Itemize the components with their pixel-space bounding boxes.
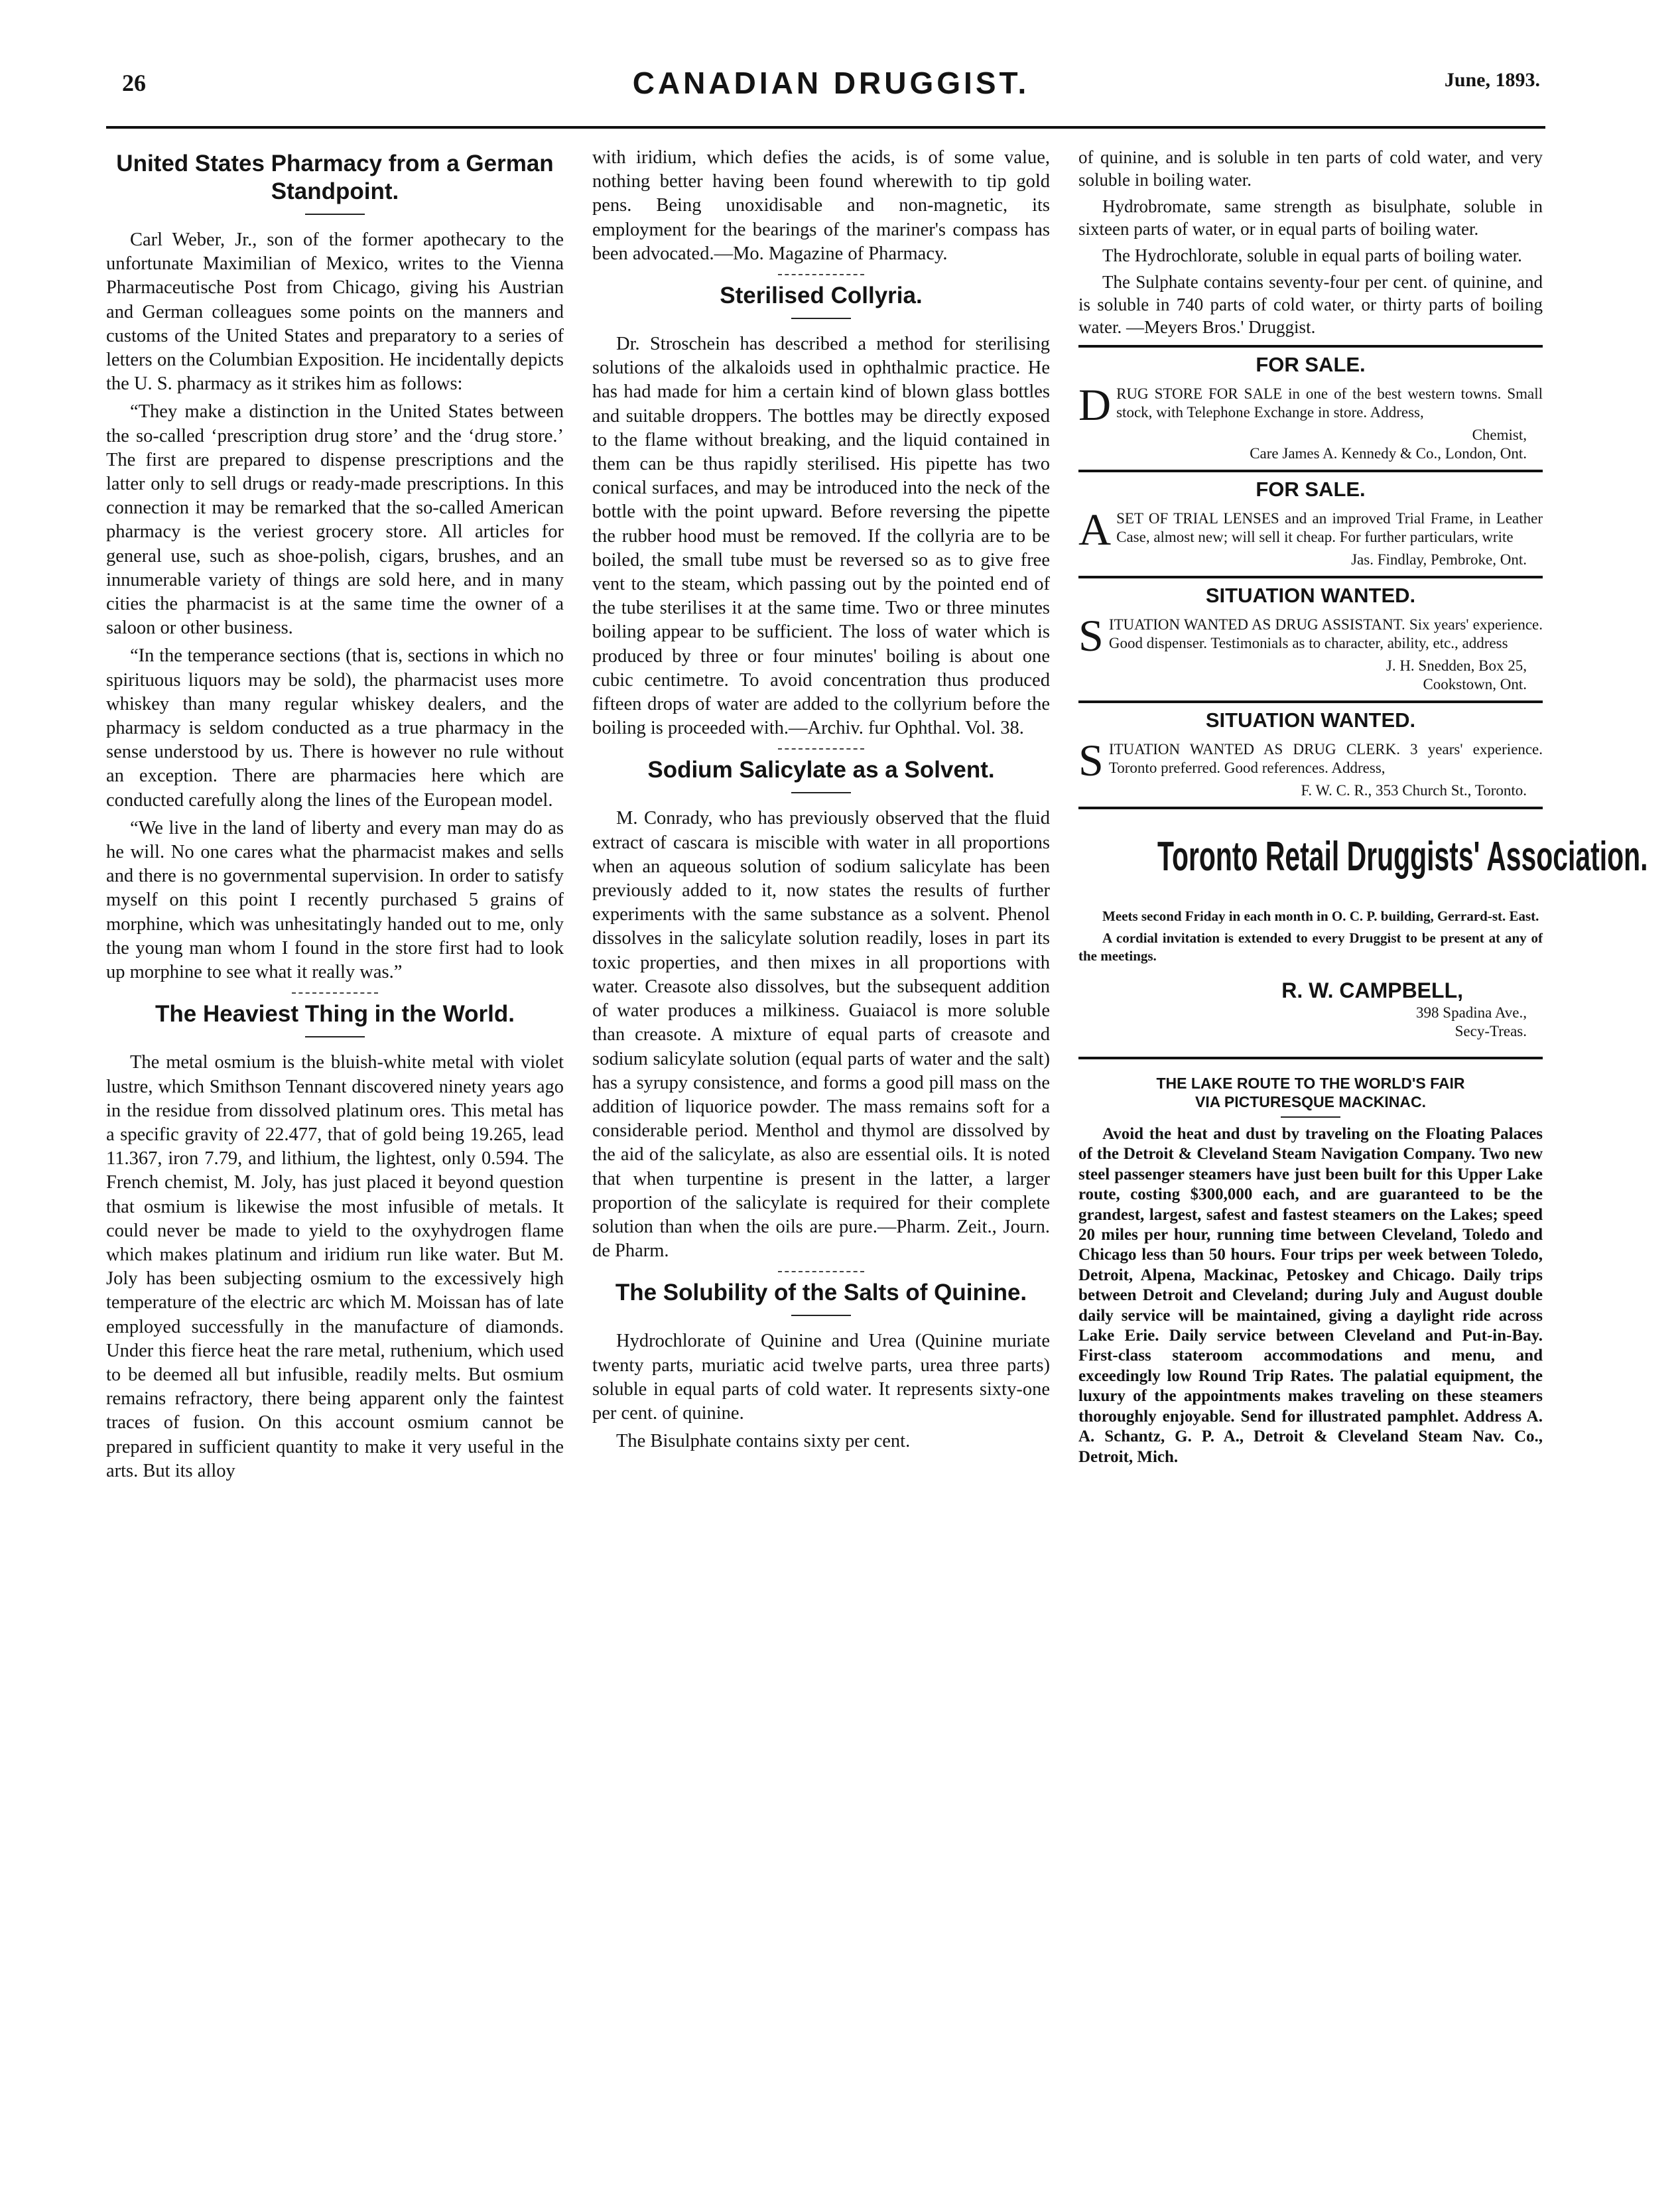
ad-rule [1078,345,1543,348]
ad-rule [1078,807,1543,809]
ad-signature: Cookstown, Ont. [1423,676,1527,693]
ad-body: Avoid the heat and dust by traveling on the Floating Palaces of the Detroit & Cleveland Steam Navigation Company. Two new steel passenger steamers have just been built for this Upper Lake route, costing $300,000 each, and are guaranteed to be the grandest, largest, safest and fastest steamers on the Lakes; speed 20 miles per hour, running time between Cleveland, Toledo and Chicago less than 50 hours. Four trips per week between Toledo, Detroit, Alpena, Mackinac, Petoskey and Chicago. Daily trips between Detroit and Cleveland; during July and August double daily service will be maintained, giving a daylight ride across Lake Erie. Daily service between Cleveland and Put-in-Bay. First-class stateroom accommodations and menu, and exceedingly low Round Trip Rates. The palatial equipment, the luxury of the appointments makes traveling on these steamers thoroughly enjoyable. Send for illustrated pamphlet. Address A. A. Schantz, G. P. A., Detroit & Cleveland Steam Nav. Co., Detroit, Mich. [1078,1125,1543,1466]
ad-signature: J. H. Snedden, Box 25, [1386,657,1527,674]
article-title-heaviest-thing: The Heaviest Thing in the World. [155,1001,515,1028]
ad-rule [1078,700,1543,703]
ad-officer: R. W. CAMPBELL, [1281,978,1463,1002]
paragraph: Dr. Stroschein has described a method for sterilising solutions of the alkaloids used in ophthalmic practice. He has had made for him a certain kind of blown glass bottles and suitable droppers. The bottles may be directly exposed to the flame without breaking, and the liquid contained in them can be thus rapidly sterilised. His pipette has two conical surfaces, and may be introduced into the neck of the bottle with the point upward. Before reversing the pipette the rubber hood must be removed. If the collyria are to be boiled, the small tube must be reversed so as to give free vent to the steam, which passing out by the pointed end of the tube sterilises it at the same time. Two or three minutes boiling appear to be sufficient. The loss of water which is produced by three or four minutes' boiling is about one cubic centimetre. To avoid concentration thus produced fifteen drops of water are added to the collyrium before the boiling is proceeded with.—Archiv. fur Ophthal. Vol. 38. [592,334,1050,739]
paragraph: M. Conrady, who has previously observed that the fluid extract of cascara is miscible with water in all proportions when an aqueous solution of sodium salicylate has been previously added to it, now states the results of further experiments with the same substance as a solvent. Phenol dissolves in the salicylate solution readily, loses in part its toxic properties, and then mixes in all proportions with water. Creasote also dissolves, but the subsequent addition of water produces a milkiness. Guaiacol is more soluble than creasote. A mixture of equal parts of creasote and sodium salicylate solution (equal parts of water and the salt) has a syrupy consistence, and forms a good pill mass on the addition of liquorice powder. The mass remains soft for a considerable period. Menthol and thymol are dissolved by the aid of the salicylate, as also are essential oils. It is noted that when turpentine is present in the latter, a larger proportion of the salicylate is required for their complete solution than when the oils are pure.—Pharm. Zeit., Journ. de Pharm. [592,808,1050,1262]
column-2 [592,146,1050,1457]
paragraph: “They make a distinction in the United States between the so-called ‘prescription drug store’ and the ‘drug store.’ The first are prepared to dispense prescriptions and the latter only to sell drugs or ready-made prescriptions. In this connection it may be remarked that the so-called American pharmacy is the veriest grocery store. All articles for general use, such as shoe-polish, cigars, brushes, and an innumerable variety of things are sold here, and in many cities the pharmacist is at the same time the owner of a saloon or other business. [106,401,564,639]
page-number: 26 [122,70,146,96]
section-divider [778,274,864,275]
ad-for-sale-drug-store [1078,353,1543,463]
drop-cap: A [1078,504,1112,555]
ad-heading: FOR SALE. [1256,353,1366,376]
ad-signature: Care James A. Kennedy & Co., London, Ont. [1250,445,1527,462]
paragraph: The Sulphate contains seventy-four per cent. of quinine, and is soluble in 740 parts of cold water, or thirty parts of boiling water. —Meyers Bros.' Druggist. [1078,272,1543,337]
ad-heading-line: VIA PICTURESQUE MACKINAC. [1195,1093,1426,1110]
issue-date: June, 1893. [1444,69,1540,91]
article-title-sodium-salicylate: Sodium Salicylate as a Solvent. [647,757,995,783]
ad-situation-assistant [1078,584,1543,694]
section-rule [791,1315,851,1316]
header-rule [106,126,1545,129]
ad-rule [1078,576,1543,578]
paragraph: of quinine, and is soluble in ten parts of cold water, and very soluble in boiling water. [1078,147,1543,190]
drop-cap: S [1078,735,1104,785]
paragraph: The metal osmium is the bluish-white metal with violet lustre, which Smithson Tennant discovered ninety years ago in the residue from dissolved platinum ores. This metal has a specific gravity of 22.477, that of gold being 19.265, lead 11.367, iron 7.79, and lithium, the lightest, only 0.594. The French chemist, M. Joly, has just placed it beyond question that osmium is likewise the most infusible of metals. It could never be made to yield to the oxyhydrogen flame which makes platinum and iridium run like water. But M. Joly has been subjecting osmium to the excessively high temperature of the electric arc which M. Moissan has of late employed successfully in the manufacture of diamonds. Under this fierce heat the rare metal, ruthenium, which used to be deemed all but infusible, readily melts. But osmium remains refractory, there being apparent only the faintest traces of fusion. On this account osmium cannot be prepared in sufficient quantity to make it very useful in the arts. But its alloy [106,1052,564,1481]
column-1 [106,146,564,1487]
ad-signature: Jas. Findlay, Pembroke, Ont. [1351,551,1527,568]
ad-signature: Chemist, [1472,427,1527,443]
ad-heading: SITUATION WANTED. [1205,584,1416,607]
paragraph: with iridium, which defies the acids, is of some value, nothing better having been found wherewith to tip gold pens. Being unoxidisable and non-magnetic, its employment for the bearings of the mariner's compass has been advocated.—Mo. Magazine of Pharmacy. [592,147,1050,264]
section-rule [305,214,365,215]
section-rule [791,792,851,793]
page-header [122,66,1540,109]
article-title-quinine: The Solubility of the Salts of Quinine. [615,1280,1027,1306]
ad-heading-line: THE LAKE ROUTE TO THE WORLD'S FAIR [1156,1075,1465,1092]
paragraph: The Bisulphate contains sixty per cent. [616,1431,911,1452]
column-3 [1078,146,1648,1471]
ad-body: SET OF TRIAL LENSES and an improved Trial Frame, in Leather Case, almost new; will sell it cheap. For further particulars, write [1116,510,1543,545]
ad-association [1078,907,1543,1041]
section-rule [305,1036,365,1037]
journal-title: CANADIAN DRUGGIST. [632,66,1030,100]
article-title-collyria: Sterilised Collyria. [720,283,923,309]
ad-body: Meets second Friday in each month in O. C. P. building, Gerrard-st. East. [1102,908,1539,924]
ad-role: Secy-Treas. [1454,1023,1527,1039]
ad-lake-route [1078,1074,1543,1467]
ad-address: 398 Spadina Ave., [1416,1004,1527,1021]
ad-heading [1078,1074,1543,1111]
section-divider [778,748,864,750]
section-rule [1281,1116,1340,1118]
ad-body: ITUATION WANTED AS DRUG CLERK. 3 years' experience. Toronto preferred. Good references. Address, [1108,741,1543,776]
paragraph: Carl Weber, Jr., son of the former apothecary to the unfortunate Maximilian of Mexico, writes to the Vienna Pharmaceutische Post from Chicago, giving his Austrian and German colleagues some points on the manners and customs of the United States and preparatory to a series of letters on the Columbian Exposition. He incidentally depicts the U. S. pharmacy as it strikes him as follows: [106,230,564,395]
ad-for-sale-lenses [1078,478,1543,569]
ad-rule [1078,1057,1543,1059]
paragraph: The Hydrochlorate, soluble in equal parts of boiling water. [1102,245,1522,265]
article-title-us-pharmacy: United States Pharmacy from a German Standpoint. [116,151,554,204]
ad-rule [1078,470,1543,472]
drop-cap: D [1078,379,1112,430]
paragraph: Hydrobromate, same strength as bisulphate, soluble in sixteen parts of water, or in equal parts of boiling water. [1078,196,1543,239]
ad-body: RUG STORE FOR SALE in one of the best western towns. Small stock, with Telephone Exchange in store. Address, [1116,385,1543,421]
ad-body: A cordial invitation is extended to every Druggist to be present at any of the meetings. [1078,930,1543,964]
association-title: Toronto Retail Druggists' Association. [1157,834,1648,880]
ad-situation-clerk [1078,708,1543,800]
ad-signature: F. W. C. R., 353 Church St., Toronto. [1301,782,1527,799]
paragraph: “We live in the land of liberty and every man may do as he will. No one cares what the pharmacist makes and sells and there is no governmental supervision. In order to satisfy myself on this point I recently purchased 5 grains of morphine, which was unhesitatingly handed out to me, only the young man whom I found in the store first had to look up morphine to see what it really was.” [106,817,564,983]
ad-heading: FOR SALE. [1256,478,1366,501]
section-divider [778,1271,864,1272]
paragraph: Hydrochlorate of Quinine and Urea (Quinine muriate twenty parts, muriatic acid twelve parts, urea three parts) soluble in equal parts of cold water. It represents sixty-one per cent. of quinine. [592,1331,1050,1424]
paragraph: “In the temperance sections (that is, sections in which no spirituous liquors may be sold), the pharmacist uses more whiskey than many regular whiskey dealers, and the pharmacy is seldom conducted as a true pharmacy in the sense understood by us. There is however no rule without an exception. There are pharmacies here which are conducted carefully along the lines of the European model. [106,645,564,811]
ad-heading: SITUATION WANTED. [1205,708,1416,732]
section-divider [292,992,378,994]
ad-body: ITUATION WANTED AS DRUG ASSISTANT. Six years' experience. Good dispenser. Testimonials as to character, ability, etc., address [1108,616,1543,651]
drop-cap: S [1078,610,1104,661]
section-rule [791,318,851,319]
